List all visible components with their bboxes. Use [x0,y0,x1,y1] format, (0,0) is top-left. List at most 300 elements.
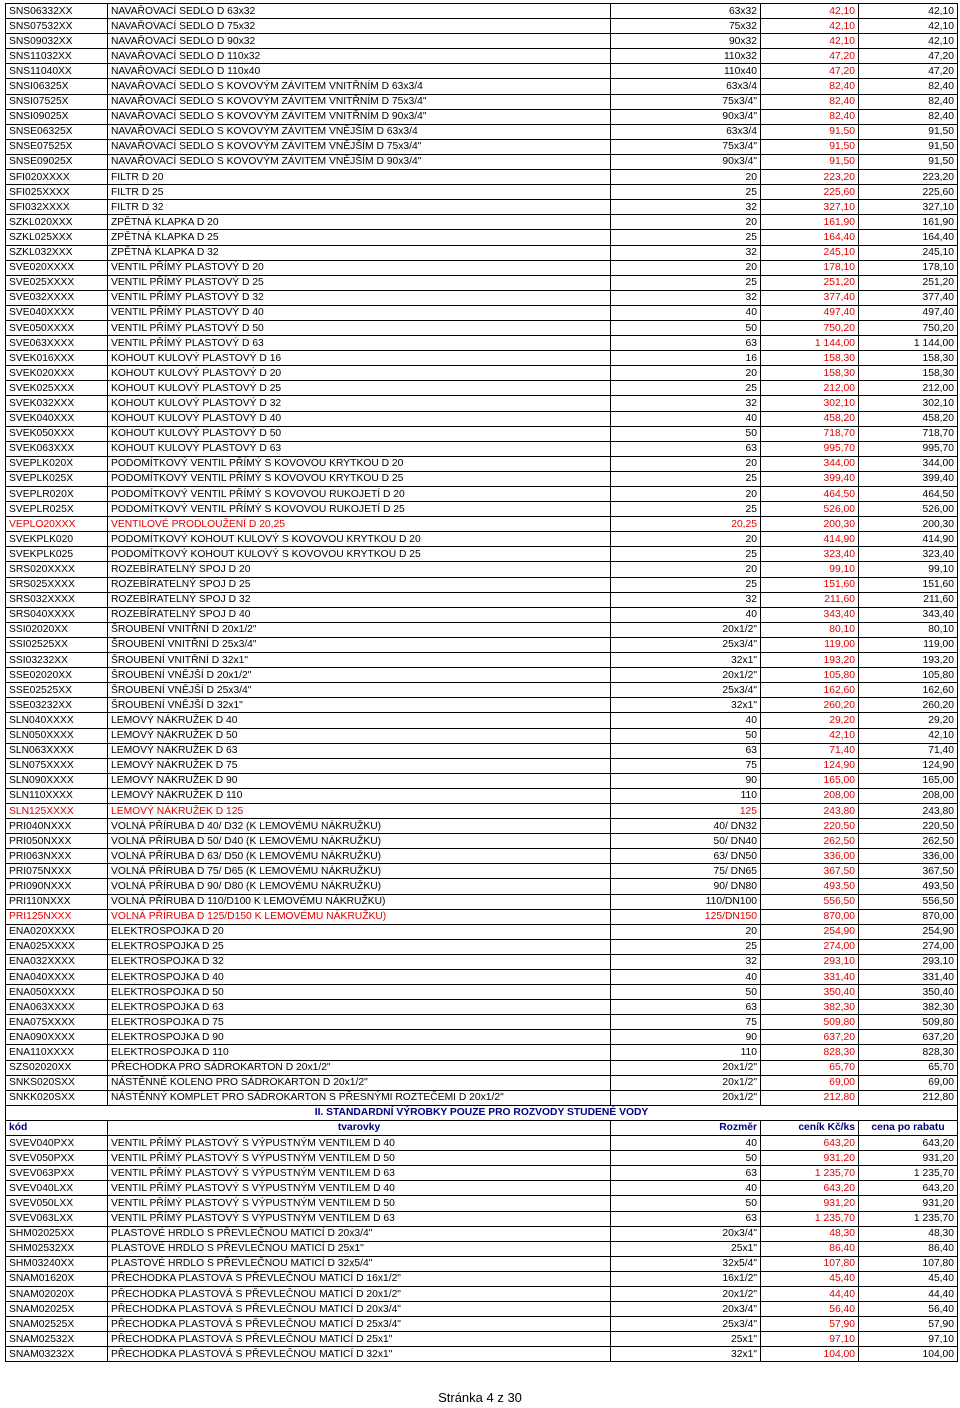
cell-code: PRI090NXXX [6,879,108,894]
cell-price: 509,80 [761,1015,859,1030]
cell-name: ELEKTROSPOJKA D 20 [108,924,611,939]
cell-price: 327,10 [761,200,859,215]
cell-code: SNKK020SXX [6,1090,108,1105]
cell-price: 97,10 [761,1332,859,1347]
cell-code: SFI020XXXX [6,170,108,185]
cell-size: 20 [611,456,761,471]
cell-rabat: 331,40 [859,970,958,985]
cell-size: 110 [611,788,761,803]
cell-code: PRI075NXXX [6,864,108,879]
cell-name: VOLNÁ PŘÍRUBA D 90/ D80 (K LEMOVÉMU NÁKRUŽKU) [108,879,611,894]
cell-rabat: 48,30 [859,1226,958,1241]
cell-rabat: 165,00 [859,773,958,788]
cell-name: KOHOUT KULOVÝ PLASTOVÝ D 50 [108,426,611,441]
cell-name: VENTIL PŘÍMÝ PLASTOVÝ D 50 [108,320,611,335]
cell-rabat: 57,90 [859,1317,958,1332]
cell-size: 75/ DN65 [611,864,761,879]
cell-code: SZKL020XXX [6,215,108,230]
cell-size: 90/ DN80 [611,879,761,894]
cell-size: 20x1/2" [611,1286,761,1301]
cell-size: 90x3/4" [611,154,761,169]
cell-name: PŘECHODKA PLASTOVÁ S PŘEVLEČNOU MATICÍ D 25x3/4" [108,1317,611,1332]
cell-name: VENTIL PŘÍMÝ PLASTOVÝ S VÝPUSTNÝM VENTILEM D 50 [108,1196,611,1211]
cell-size: 75 [611,1015,761,1030]
table-row [6,381,958,396]
cell-name: FILTR D 20 [108,170,611,185]
table-row [6,985,958,1000]
cell-code: SVE040XXXX [6,305,108,320]
cell-price: 260,20 [761,698,859,713]
cell-name: LEMOVÝ NÁKRUŽEK D 125 [108,803,611,818]
cell-code: ENA075XXXX [6,1015,108,1030]
cell-name: NAVAŘOVACÍ SEDLO S KOVOVÝM ZÁVITEM VNĚJŠÍM D 63x3/4 [108,124,611,139]
cell-size: 50 [611,320,761,335]
cell-name: FILTR D 32 [108,200,611,215]
cell-code: SNS11040XX [6,64,108,79]
cell-name: ŠROUBENÍ VNITŘNÍ D 25x3/4" [108,637,611,652]
table-row [6,4,958,19]
cell-price: 331,40 [761,970,859,985]
cell-code: SRS032XXXX [6,592,108,607]
cell-size: 32 [611,396,761,411]
table-row [6,336,958,351]
cell-price: 162,60 [761,683,859,698]
table-row [6,502,958,517]
cell-rabat: 164,40 [859,230,958,245]
cell-rabat: 323,40 [859,547,958,562]
cell-price: 158,30 [761,351,859,366]
cell-size: 50 [611,1151,761,1166]
cell-rabat: 497,40 [859,305,958,320]
cell-name: PLASTOVÉ HRDLO S PŘEVLEČNOU MATICÍ D 32x5/4" [108,1256,611,1271]
cell-rabat: 382,30 [859,1000,958,1015]
cell-price: 105,80 [761,668,859,683]
cell-code: PRI063NXXX [6,849,108,864]
cell-rabat: 327,10 [859,200,958,215]
table-row [6,64,958,79]
cell-rabat: 208,00 [859,788,958,803]
cell-size: 63 [611,1211,761,1226]
cell-code: SVE025XXXX [6,275,108,290]
cell-rabat: 526,00 [859,502,958,517]
cell-code: SRS025XXXX [6,577,108,592]
cell-rabat: 828,30 [859,1045,958,1060]
cell-rabat: 243,80 [859,803,958,818]
cell-price: 637,20 [761,1030,859,1045]
cell-name: LEMOVÝ NÁKRUŽEK D 50 [108,728,611,743]
cell-name: NAVAŘOVACÍ SEDLO D 110x32 [108,49,611,64]
cell-price: 91,50 [761,124,859,139]
cell-price: 212,00 [761,381,859,396]
cell-price: 211,60 [761,592,859,607]
cell-code: SVEPLR020X [6,487,108,502]
cell-price: 382,30 [761,1000,859,1015]
cell-rabat: 225,60 [859,185,958,200]
cell-name: PŘECHODKA PLASTOVÁ S PŘEVLEČNOU MATICÍ D 20x3/4" [108,1302,611,1317]
cell-rabat: 42,10 [859,4,958,19]
cell-code: ENA025XXXX [6,939,108,954]
cell-price: 367,50 [761,864,859,879]
cell-size: 75x3/4" [611,139,761,154]
cell-rabat: 399,40 [859,471,958,486]
cell-size: 16 [611,351,761,366]
cell-price: 556,50 [761,894,859,909]
cell-price: 245,10 [761,245,859,260]
cell-size: 50/ DN40 [611,834,761,849]
cell-price: 151,60 [761,577,859,592]
cell-size: 110x40 [611,64,761,79]
cell-name: VENTIL PŘÍMÝ PLASTOVÝ S VÝPUSTNÝM VENTILEM D 63 [108,1211,611,1226]
table-row [6,34,958,49]
table-row [6,230,958,245]
cell-name: VOLNÁ PŘÍRUBA D 125/D150 K LEMOVÉMU NÁKRUŽKU) [108,909,611,924]
cell-size: 40/ DN32 [611,819,761,834]
cell-price: 493,50 [761,879,859,894]
table-row [6,954,958,969]
cell-code: SSI02525XX [6,637,108,652]
cell-code: SVE063XXXX [6,336,108,351]
cell-name: ŠROUBENÍ VNĚJŠÍ D 32x1" [108,698,611,713]
cell-rabat: 158,30 [859,366,958,381]
cell-rabat: 1 235,70 [859,1166,958,1181]
table-row [6,1136,958,1151]
cell-size: 40 [611,305,761,320]
cell-price: 223,20 [761,170,859,185]
cell-code: SHM03240XX [6,1256,108,1271]
table-row [6,1015,958,1030]
table-row [6,517,958,532]
cell-rabat: 995,70 [859,441,958,456]
cell-size: 25x3/4" [611,683,761,698]
cell-rabat: 151,60 [859,577,958,592]
cell-name: ROZEBÍRATELNÝ SPOJ D 20 [108,562,611,577]
cell-price: 47,20 [761,49,859,64]
table-row [6,1211,958,1226]
cell-code: SLN090XXXX [6,773,108,788]
cell-rabat: 302,10 [859,396,958,411]
table-row [6,834,958,849]
cell-rabat: 99,10 [859,562,958,577]
cell-size: 63x3/4 [611,124,761,139]
cell-code: PRI040NXXX [6,819,108,834]
table-row [6,1090,958,1105]
cell-rabat: 367,50 [859,864,958,879]
cell-name: ELEKTROSPOJKA D 50 [108,985,611,1000]
table-row [6,1226,958,1241]
cell-rabat: 44,40 [859,1286,958,1301]
column-header-size: Rozměr [611,1120,761,1135]
cell-size: 25 [611,547,761,562]
cell-price: 828,30 [761,1045,859,1060]
cell-size: 20x1/2" [611,622,761,637]
table-row [6,1241,958,1256]
cell-name: VENTIL PŘÍMÝ PLASTOVÝ D 32 [108,290,611,305]
table-row [6,1271,958,1286]
cell-name: NAVAŘOVACÍ SEDLO D 63x32 [108,4,611,19]
cell-rabat: 414,90 [859,532,958,547]
cell-size: 32 [611,592,761,607]
cell-code: SSE03232XX [6,698,108,713]
cell-name: PODOMÍTKOVÝ VENTIL PŘÍMÝ S KOVOVOU RUKOJETÍ D 25 [108,502,611,517]
cell-size: 32 [611,954,761,969]
table-row [6,290,958,305]
table-row [6,426,958,441]
cell-code: SNSE06325X [6,124,108,139]
cell-price: 86,40 [761,1241,859,1256]
cell-price: 643,20 [761,1181,859,1196]
cell-rabat: 212,80 [859,1090,958,1105]
cell-size: 90x3/4" [611,109,761,124]
table-row [6,637,958,652]
column-header-price: ceník Kč/ks [761,1120,859,1135]
cell-size: 32 [611,290,761,305]
table-row [6,1151,958,1166]
cell-price: 323,40 [761,547,859,562]
cell-code: SZKL025XXX [6,230,108,245]
table-row [6,245,958,260]
cell-name: VENTIL PŘÍMÝ PLASTOVÝ S VÝPUSTNÝM VENTILEM D 50 [108,1151,611,1166]
cell-price: 293,10 [761,954,859,969]
cell-size: 75x32 [611,19,761,34]
cell-code: SVEV050LXX [6,1196,108,1211]
cell-size: 40 [611,970,761,985]
cell-size: 40 [611,1136,761,1151]
cell-size: 50 [611,426,761,441]
cell-code: SFI032XXXX [6,200,108,215]
cell-rabat: 47,20 [859,49,958,64]
cell-rabat: 643,20 [859,1181,958,1196]
cell-price: 212,80 [761,1090,859,1105]
table-row [6,668,958,683]
cell-code: SNSI09025X [6,109,108,124]
table-row [6,1196,958,1211]
table-row [6,215,958,230]
cell-name: ELEKTROSPOJKA D 75 [108,1015,611,1030]
cell-code: SZS02020XX [6,1060,108,1075]
cell-size: 25 [611,275,761,290]
table-row [6,773,958,788]
cell-price: 931,20 [761,1151,859,1166]
cell-rabat: 104,00 [859,1347,958,1362]
cell-rabat: 193,20 [859,653,958,668]
table-row [6,1166,958,1181]
table-row [6,1286,958,1301]
cell-size: 32 [611,200,761,215]
table-row [6,94,958,109]
cell-rabat: 91,50 [859,139,958,154]
cell-rabat: 220,50 [859,819,958,834]
cell-size: 90 [611,773,761,788]
cell-name: VENTIL PŘÍMÝ PLASTOVÝ S VÝPUSTNÝM VENTILEM D 40 [108,1181,611,1196]
cell-price: 254,90 [761,924,859,939]
cell-code: SVEPLR025X [6,502,108,517]
cell-rabat: 56,40 [859,1302,958,1317]
cell-name: ELEKTROSPOJKA D 110 [108,1045,611,1060]
cell-size: 20x3/4" [611,1226,761,1241]
cell-size: 110x32 [611,49,761,64]
cell-price: 1 235,70 [761,1211,859,1226]
cell-size: 63 [611,1166,761,1181]
table-row [6,1060,958,1075]
cell-price: 870,00 [761,909,859,924]
cell-code: SNKS020SXX [6,1075,108,1090]
table-row [6,622,958,637]
cell-code: SRS040XXXX [6,607,108,622]
cell-code: SSE02525XX [6,683,108,698]
cell-rabat: 274,00 [859,939,958,954]
cell-size: 20 [611,215,761,230]
table-row [6,592,958,607]
cell-price: 107,80 [761,1256,859,1271]
table-row [6,758,958,773]
cell-size: 25 [611,381,761,396]
cell-rabat: 211,60 [859,592,958,607]
cell-code: SVEK020XXX [6,366,108,381]
cell-name: KOHOUT KULOVÝ PLASTOVÝ D 25 [108,381,611,396]
cell-price: 165,00 [761,773,859,788]
cell-size: 125/DN150 [611,909,761,924]
cell-rabat: 200,30 [859,517,958,532]
cell-name: VOLNÁ PŘÍRUBA D 75/ D65 (K LEMOVÉMU NÁKRUŽKU) [108,864,611,879]
cell-name: VENTIL PŘÍMÝ PLASTOVÝ D 40 [108,305,611,320]
cell-size: 40 [611,713,761,728]
cell-price: 119,00 [761,637,859,652]
cell-size: 20x1/2" [611,1075,761,1090]
cell-price: 336,00 [761,849,859,864]
cell-size: 25 [611,577,761,592]
cell-price: 42,10 [761,34,859,49]
cell-size: 32x1" [611,1347,761,1362]
cell-name: VENTIL PŘÍMÝ PLASTOVÝ S VÝPUSTNÝM VENTILEM D 63 [108,1166,611,1181]
cell-price: 164,40 [761,230,859,245]
cell-code: SVE020XXXX [6,260,108,275]
table-row [6,19,958,34]
cell-rabat: 251,20 [859,275,958,290]
cell-price: 262,50 [761,834,859,849]
cell-price: 225,60 [761,185,859,200]
cell-name: PODOMÍTKOVÝ VENTIL PŘÍMÝ S KOVOVOU RUKOJETÍ D 20 [108,487,611,502]
table-row [6,909,958,924]
cell-name: PŘECHODKA PLASTOVÁ S PŘEVLEČNOU MATICÍ D 20x1/2" [108,1286,611,1301]
cell-code: SNAM03232X [6,1347,108,1362]
cell-rabat: 105,80 [859,668,958,683]
cell-code: SLN110XXXX [6,788,108,803]
cell-price: 399,40 [761,471,859,486]
table-row [6,894,958,909]
table-row [6,351,958,366]
cell-code: SNSE07525X [6,139,108,154]
table-row [6,275,958,290]
table-row [6,366,958,381]
cell-price: 44,40 [761,1286,859,1301]
cell-code: SVEPLK025X [6,471,108,486]
cell-name: ROZEBÍRATELNÝ SPOJ D 32 [108,592,611,607]
cell-rabat: 158,30 [859,351,958,366]
cell-code: SVEV040PXX [6,1136,108,1151]
cell-name: PŘECHODKA PRO SÁDROKARTON D 20x1/2" [108,1060,611,1075]
cell-name: ŠROUBENÍ VNITŘNÍ D 32x1" [108,653,611,668]
cell-code: SSE02020XX [6,668,108,683]
cell-name: PLASTOVÉ HRDLO S PŘEVLEČNOU MATICÍ D 25x1" [108,1241,611,1256]
cell-price: 124,90 [761,758,859,773]
cell-size: 50 [611,1196,761,1211]
cell-size: 110 [611,1045,761,1060]
cell-code: SNAM02532X [6,1332,108,1347]
cell-rabat: 119,00 [859,637,958,652]
cell-size: 63 [611,743,761,758]
table-row [6,1181,958,1196]
cell-rabat: 245,10 [859,245,958,260]
cell-rabat: 1 235,70 [859,1211,958,1226]
cell-size: 125 [611,803,761,818]
cell-code: SLN075XXXX [6,758,108,773]
cell-rabat: 493,50 [859,879,958,894]
cell-rabat: 931,20 [859,1196,958,1211]
cell-price: 458,20 [761,411,859,426]
cell-name: NÁSTĚNNÝ KOMPLET PRO SÁDROKARTON S PŘESNÝMI ROZTEČEMI D 20x1/2" [108,1090,611,1105]
table-row [6,154,958,169]
cell-price: 995,70 [761,441,859,456]
cell-name: VENTIL PŘÍMÝ PLASTOVÝ D 20 [108,260,611,275]
table-row [6,487,958,502]
cell-price: 200,30 [761,517,859,532]
cell-price: 82,40 [761,94,859,109]
cell-code: ENA063XXXX [6,1000,108,1015]
cell-code: SVEK050XXX [6,426,108,441]
cell-name: KOHOUT KULOVÝ PLASTOVÝ D 40 [108,411,611,426]
cell-size: 40 [611,607,761,622]
cell-price: 178,10 [761,260,859,275]
cell-code: SVEKPLK020 [6,532,108,547]
table-row [6,939,958,954]
cell-rabat: 80,10 [859,622,958,637]
cell-size: 90 [611,1030,761,1045]
cell-name: ROZEBÍRATELNÝ SPOJ D 25 [108,577,611,592]
cell-size: 25 [611,230,761,245]
cell-price: 42,10 [761,728,859,743]
cell-size: 63 [611,441,761,456]
cell-name: ŠROUBENÍ VNĚJŠÍ D 20x1/2" [108,668,611,683]
cell-code: SFI025XXXX [6,185,108,200]
cell-code: SNSI06325X [6,79,108,94]
cell-rabat: 464,50 [859,487,958,502]
cell-price: 47,20 [761,64,859,79]
cell-size: 20 [611,260,761,275]
cell-rabat: 97,10 [859,1332,958,1347]
cell-rabat: 91,50 [859,154,958,169]
cell-size: 40 [611,411,761,426]
cell-name: KOHOUT KULOVÝ PLASTOVÝ D 63 [108,441,611,456]
cell-code: SNAM02525X [6,1317,108,1332]
cell-code: SNS11032XX [6,49,108,64]
table-row [6,879,958,894]
cell-rabat: 162,60 [859,683,958,698]
cell-price: 251,20 [761,275,859,290]
cell-rabat: 91,50 [859,124,958,139]
cell-rabat: 124,90 [859,758,958,773]
cell-rabat: 1 144,00 [859,336,958,351]
cell-price: 56,40 [761,1302,859,1317]
cell-code: SNSI07525X [6,94,108,109]
table-row [6,320,958,335]
cell-code: SNS09032XX [6,34,108,49]
table-row [6,728,958,743]
cell-name: PODOMÍTKOVÝ KOHOUT KULOVÝ S KOVOVOU KRYTKOU D 20 [108,532,611,547]
cell-code: ENA020XXXX [6,924,108,939]
table-row [6,924,958,939]
cell-size: 63x32 [611,4,761,19]
cell-rabat: 65,70 [859,1060,958,1075]
